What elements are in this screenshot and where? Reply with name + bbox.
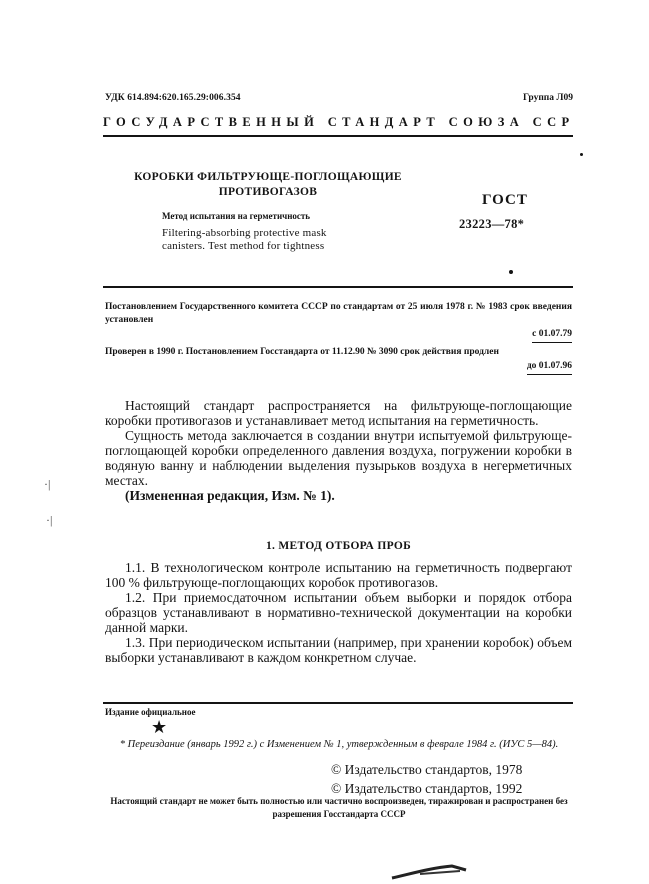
official-edition-label: Издание официальное — [105, 707, 196, 717]
clause-1-2: 1.2. При приемосдаточном испытании объем выборки и порядок отбора образцов устанавливают в нормативно-технической документации на коробки данной марки. — [105, 590, 572, 635]
copyright-1978: © Издательство стандартов, 1978 — [331, 762, 523, 777]
reprint-note: * Переиздание (январь 1992 г.) с Изменением № 1, утвержденным в феврале 1984 г. (ИУС 5—84). — [119, 739, 559, 750]
udk-code: УДК 614.894:620.165.29:006.354 — [105, 93, 241, 103]
scan-smudge — [390, 862, 470, 882]
gost-label: ГОСТ — [482, 192, 528, 208]
english-title-line-2: canisters. Test method for tightness — [162, 240, 325, 252]
header-meta — [105, 93, 573, 107]
decree-block — [105, 301, 572, 375]
english-title — [162, 227, 418, 253]
reproduction-notice: Настоящий стандарт не может быть полностью или частично воспроизведен, тиражирован и распространен без разрешения Госстандарта СССР — [110, 796, 568, 819]
title-block — [118, 170, 418, 253]
state-standard-title: ГОСУДАРСТВЕННЫЙ СТАНДАРТ СОЮЗА ССР — [103, 115, 575, 129]
document-title — [118, 170, 418, 200]
intro-section — [105, 398, 572, 503]
group-code: Группа Л09 — [522, 93, 573, 103]
print-dot — [580, 153, 583, 156]
intro-paragraph-1: Настоящий стандарт распространяется на фильтрующе-поглощающие коробки противогазов и устанавливает метод испытания на герметичность. — [105, 398, 572, 428]
margin-mark: ·| — [44, 477, 51, 491]
document-subtitle: Метод испытания на герметичность — [162, 211, 311, 221]
section-1-text — [105, 560, 572, 665]
margin-mark: ·| — [46, 513, 53, 527]
intro-paragraph-2: Сущность метода заключается в создании внутри испытуемой фильтрующе-поглощающей коробки определенного давления воздуха, погружении коробки в водяную ванну и наблюдении выделения пузырьков воздуха в негерметичных местах. — [105, 428, 572, 488]
section-heading: 1. МЕТОД ОТБОРА ПРОБ — [266, 540, 411, 552]
gost-number: 23223—78* — [459, 217, 525, 231]
decree-date-1: с 01.07.79 — [532, 328, 572, 343]
copyright-1992: © Издательство стандартов, 1992 — [331, 781, 523, 796]
edit-note: (Измененная редакция, Изм. № 1). — [125, 488, 335, 503]
print-dot — [509, 270, 513, 274]
clause-1-1: 1.1. В технологическом контроле испытанию на герметичность подвергают 100 % фильтрующе-поглощающих коробок противогазов. — [105, 560, 572, 590]
header-rule — [103, 135, 573, 137]
decree-text-2: Проверен в 1990 г. Постановлением Госстандарта от 11.12.90 № 3090 срок действия продлен — [105, 346, 499, 357]
decree-text-1: Постановлением Государственного комитета СССР по стандартам от 25 июля 1978 г. № 1983 срок введения установлен — [105, 302, 572, 325]
title-line-1: КОРОБКИ ФИЛЬТРУЮЩЕ-ПОГЛОЩАЮЩИЕ — [134, 171, 402, 183]
edition-rule — [103, 702, 573, 704]
english-title-line-1: Filtering-absorbing protective mask — [162, 227, 327, 239]
title-line-2: ПРОТИВОГАЗОВ — [218, 186, 318, 198]
clause-1-3: 1.3. При периодическом испытании (например, при хранении коробок) объем выборки устанавливают в каждом конкретном случае. — [105, 635, 572, 665]
star-icon: ★ — [151, 717, 168, 737]
decree-date-2: до 01.07.96 — [527, 360, 572, 375]
title-rule — [103, 286, 573, 288]
